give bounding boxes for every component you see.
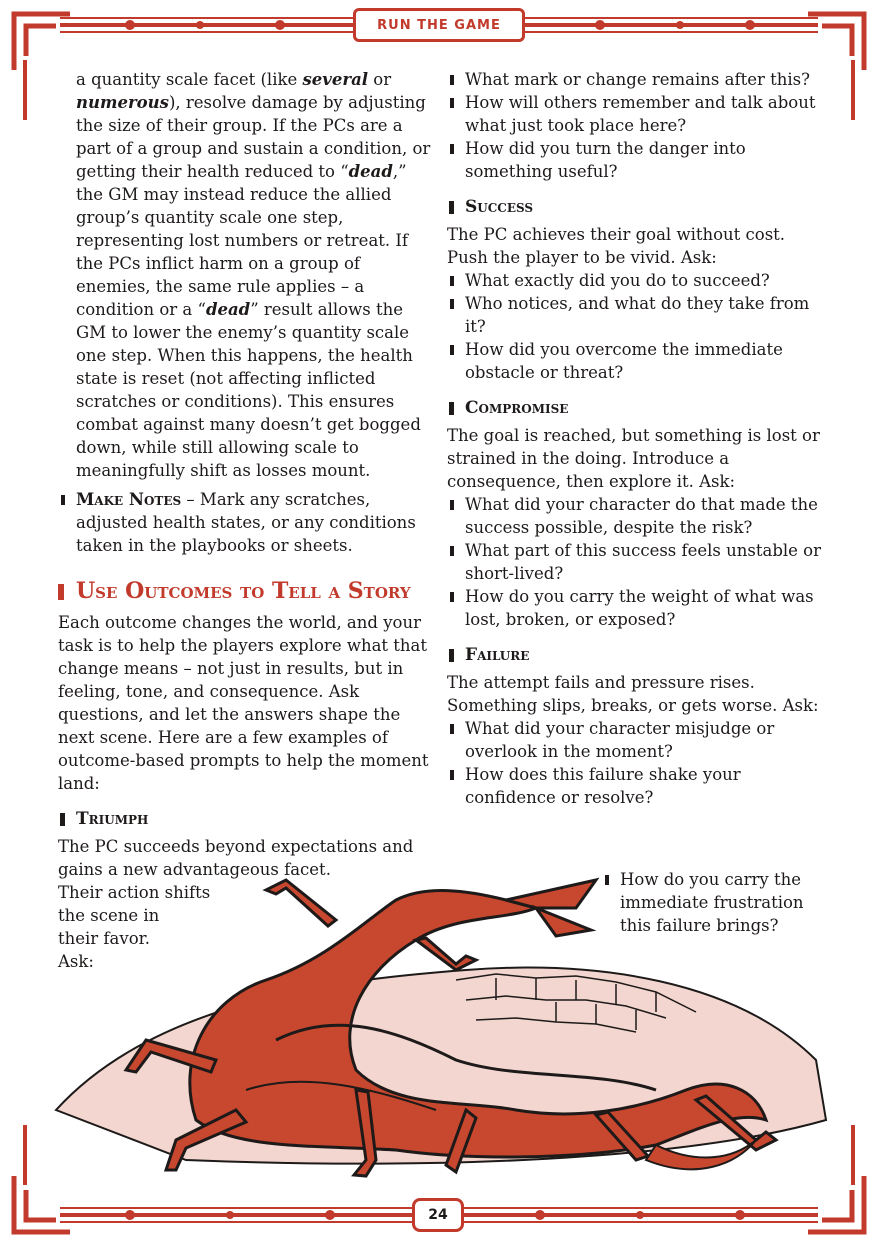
failure-text: The attempt fails and pressure rises. Something slips, breaks, or gets worse. Ask: (447, 673, 819, 715)
list-item: How did you turn the danger into something useful? (447, 137, 823, 183)
triumph-text-line: the scene in (58, 906, 160, 925)
triumph-text: The PC succeeds beyond expectations and gains a new advantageous facet. (58, 837, 414, 879)
list-item: What exactly did you do to succeed? (447, 269, 823, 292)
right-column (447, 68, 823, 809)
page-number: 24 (428, 1207, 448, 1223)
heading-compromise: Compromise (447, 396, 823, 420)
list-item: How do you carry the immediate frustration this failure brings? (602, 868, 812, 937)
list-item: How does this failure shake your confidence or resolve? (447, 763, 823, 809)
success-prompt-list (447, 269, 823, 384)
list-item (58, 488, 436, 557)
text-run: ,” the GM may instead reduce the allied group’s quantity scale one step, representing lost numbers or retreat. If the PCs inflict harm on a group of enemies, the same rule applies – a condition or a “ (76, 162, 409, 319)
list-item: What did your character do that made the success possible, despite the risk? (447, 493, 823, 539)
text-run: ” result allows the GM to lower the enemy’s quantity scale one step. When this happens, the health state is reset (not affecting inflicted scratches or conditions). This ensures combat against many doesn’t get bogged down, while still allowing scale to meaningfully shift as losses mount. (76, 300, 421, 480)
make-notes-text: – Mark any scratches, adjusted health states, or any conditions taken in the playbooks or sheets. (76, 490, 416, 555)
heading-success: Success (447, 195, 823, 219)
emphasis-numerous: numerous (76, 93, 169, 112)
chapter-header-tab (353, 8, 525, 42)
compromise-prompt-list (447, 493, 823, 631)
heading-failure: Failure (447, 643, 823, 667)
text-run: or (368, 70, 392, 89)
chapter-title: RUN THE GAME (377, 17, 501, 33)
list-item: What did your character misjudge or overlook in the moment? (447, 717, 823, 763)
text-run: a quantity scale facet (like (76, 70, 303, 89)
creature-illustration (36, 860, 842, 1180)
group-damage-paragraph (58, 68, 436, 482)
page-number-badge (412, 1198, 464, 1232)
heading-triumph: Triumph (58, 807, 436, 831)
list-item: How will others remember and talk about what just took place here? (447, 91, 823, 137)
make-notes-list (58, 488, 436, 557)
list-item: What part of this success feels unstable or short-lived? (447, 539, 823, 585)
triumph-text-line: their favor. (58, 929, 150, 948)
list-item: Who notices, and what do they take from it? (447, 292, 823, 338)
failure-prompt-list (447, 717, 823, 809)
emphasis-several: several (302, 70, 369, 89)
make-notes-label: Make Notes (76, 490, 182, 509)
list-item: How did you overcome the immediate obstacle or threat? (447, 338, 823, 384)
left-column (58, 68, 436, 973)
triumph-text-line: Ask: (58, 952, 94, 971)
section-heading-outcomes: Use Outcomes to Tell a Story (58, 577, 436, 605)
triumph-text-line: Their action shifts (58, 883, 211, 902)
emphasis-dead: dead (348, 162, 393, 181)
emphasis-dead: dead (205, 300, 251, 319)
triumph-prompt-list (447, 68, 823, 183)
section-paragraph: Each outcome changes the world, and your task is to help the players explore what that change means – not just in results, but in feeling, tone, and consequence. Ask questions, and let the answers shape the next scene. Here are a few examples of outcome-based prompts to help the moment land: (58, 613, 429, 793)
text-run: ), resolve damage by adjusting the size of their group. If the PCs are a part of a group and sustain a condition, or getting their health reduced to “ (76, 93, 431, 181)
compromise-text: The goal is reached, but something is lost or strained in the doing. Introduce a consequence, then explore it. Ask: (447, 426, 820, 491)
list-item: How do you carry the weight of what was lost, broken, or exposed? (447, 585, 823, 631)
list-item: What mark or change remains after this? (447, 68, 823, 91)
success-text: The PC achieves their goal without cost. Push the player to be vivid. Ask: (447, 225, 786, 267)
